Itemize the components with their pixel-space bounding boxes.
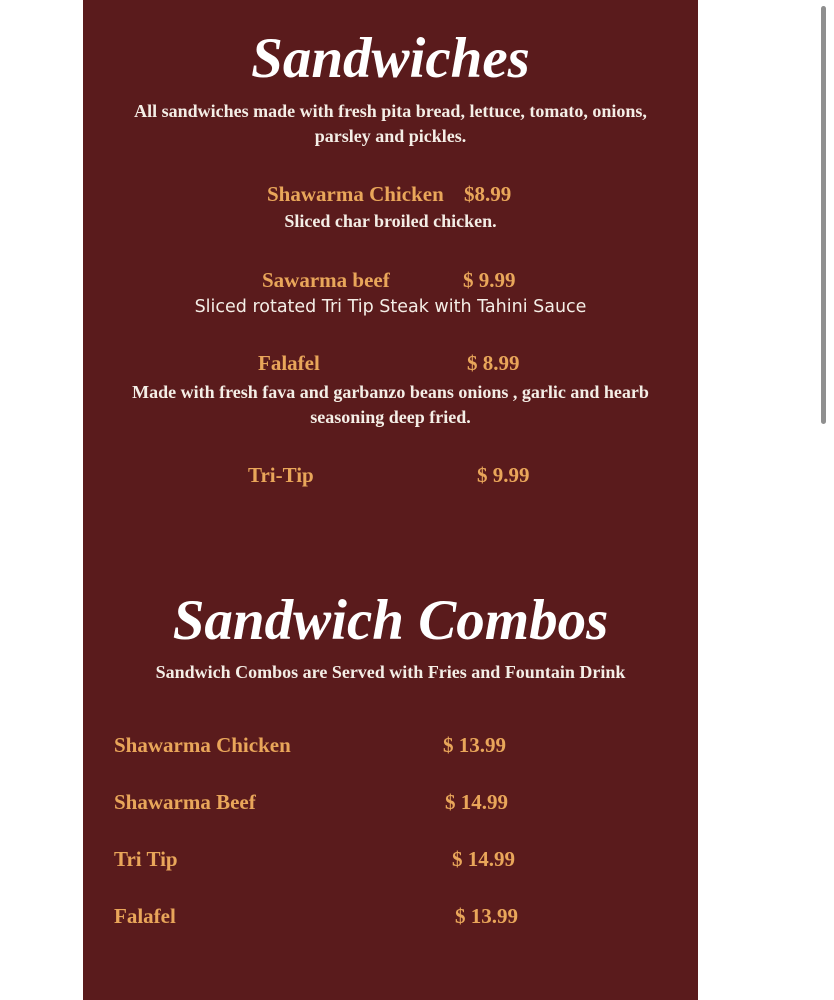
combos-title: Sandwich Combos [172, 589, 609, 652]
vertical-scrollbar[interactable] [821, 6, 826, 424]
menu-item-price: $8.99 [464, 182, 512, 206]
menu-item-name: Falafel [258, 351, 320, 375]
combo-item-price: $ 14.99 [445, 790, 508, 814]
sandwiches-intro: All sandwiches made with fresh pita bread, lettuce, tomato, onions, parsley and pickles. [134, 101, 647, 146]
menu-panel [83, 0, 698, 1000]
menu-item-description: Sliced rotated Tri Tip Steak with Tahini Sauce [194, 297, 587, 317]
sandwiches-title: Sandwiches [251, 27, 530, 90]
combos-intro: Sandwich Combos are Served with Fries and Fountain Drink [155, 662, 626, 682]
combo-item-price: $ 13.99 [443, 733, 506, 757]
menu-item-name: Shawarma Chicken [267, 182, 444, 206]
combo-item-name: Shawarma Chicken [114, 733, 291, 757]
menu-item-price: $ 8.99 [467, 351, 520, 375]
combo-item-name: Shawarma Beef [114, 790, 256, 814]
menu-item-price: $ 9.99 [463, 268, 516, 292]
combo-item-price: $ 14.99 [452, 847, 515, 871]
menu-item-name: Sawarma beef [262, 268, 390, 292]
combo-item-name: Tri Tip [114, 847, 178, 871]
menu-item-name: Tri-Tip [248, 463, 314, 487]
combo-item-name: Falafel [114, 904, 176, 928]
combo-item-price: $ 13.99 [455, 904, 518, 928]
menu-item-price: $ 9.99 [477, 463, 530, 487]
menu-item-description: Made with fresh fava and garbanzo beans onions , garlic and hearb seasoning deep fried. [132, 382, 649, 427]
menu-item-description: Sliced char broiled chicken. [284, 211, 497, 231]
